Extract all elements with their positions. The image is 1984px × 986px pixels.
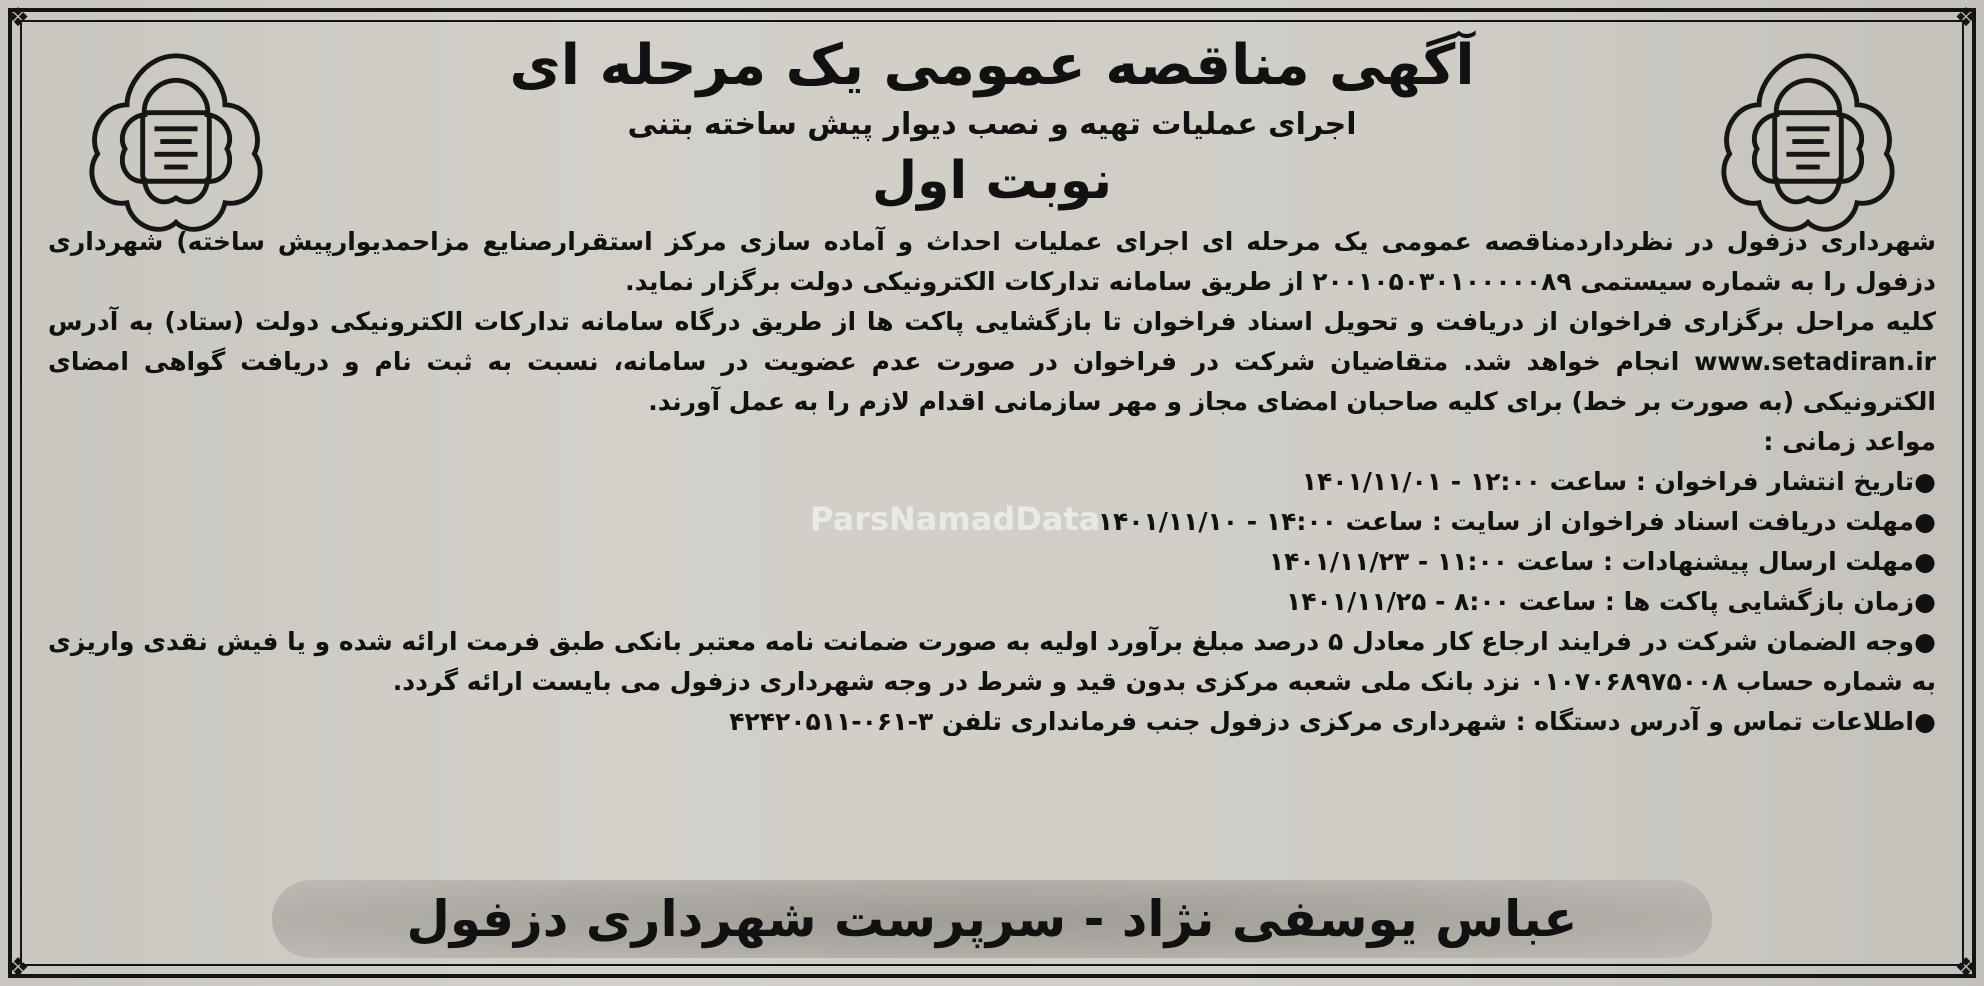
notice-header [300,30,1684,214]
corner-ornament-icon: ❖ [1954,953,1978,983]
schedule-heading: مواعد زمانی : [1763,427,1936,456]
procedure-paragraph [48,302,1936,422]
rose-emblem-icon [1710,46,1906,242]
notice-round: نوبت اول [871,151,1113,211]
corner-ornament-icon: ❖ [6,953,30,983]
schedule-list [48,462,1936,622]
schedule-item: ●تاریخ انتشار فراخوان : ساعت ۱۲:۰۰ - ۱۴۰۱/۱۱/۰۱ [48,462,1936,502]
corner-ornament-icon: ❖ [1954,3,1978,33]
notice-body [48,222,1936,742]
bullet-icon: ● [1914,547,1936,576]
intro-paragraph: شهرداری دزفول در نظرداردمناقصه عمومی یک مرحله ای اجرای عملیات احداث و آماده سازی مرکز استقرارصنایع مزاحمدیوارپیش ساخته) شهرداری دزفول را به شماره سیستمی ۲۰۰۱۰۵۰۳۰۱۰۰۰۰۰۸۹ از طریق سامانه تدارکات الکترونیکی دولت برگزار نماید. [48,227,1936,296]
signature-line: عباس یوسفی نژاد - سرپرست شهرداری دزفول [406,890,1578,948]
notice-subtitle: اجرای عملیات تهیه و نصب دیوار پیش ساخته بتنی [627,107,1357,142]
procedure-text-part2: انجام خواهد شد. متقاضیان شرکت در فراخوان در صورت عدم عضویت در سامانه، نسبت به ثبت نام و دریافت گواهی امضای الکترونیکی (به صورت بر خط) برای کلیه صاحبان امضای مجاز و مهر سازمانی اقدام لازم را به عمل آورند. [48,347,1936,416]
contact-paragraph: ●اطلاعات تماس و آدرس دستگاه : شهرداری مرکزی دزفول جنب فرمانداری تلفن ۳-۰۶۱-۴۲۴۲۰۵۱۱ [48,702,1936,742]
corner-ornament-icon: ❖ [6,3,30,33]
rose-emblem-icon [78,46,274,242]
watermark: ParsNamadData [810,500,1101,538]
schedule-item: ●زمان بازگشایی پاکت ها : ساعت ۸:۰۰ - ۱۴۰۱/۱۱/۲۵ [48,582,1936,622]
notice-title: آگهی مناقصه عمومی یک مرحله ای [509,33,1475,98]
schedule-item: ●مهلت دریافت اسناد فراخوان از سایت : ساعت ۱۴:۰۰ - ۱۴۰۱/۱۱/۱۰ [48,502,1936,542]
website-link[interactable]: www.setadiran.ir [1694,347,1936,376]
schedule-item: ●مهلت ارسال پیشنهادات : ساعت ۱۱:۰۰ - ۱۴۰۱/۱۱/۲۳ [48,542,1936,582]
bullet-icon: ● [1914,467,1936,496]
procedure-text-part1: کلیه مراحل برگزاری فراخوان از دریافت و تحویل اسناد فراخوان تا بازگشایی پاکت ها از طریق درگاه سامانه تدارکات الکترونیکی دولت (ستاد) به آدرس [48,307,1936,336]
bullet-icon: ● [1914,507,1936,536]
bullet-icon: ● [1914,587,1936,616]
guarantee-paragraph: ●وجه الضمان شرکت در فرایند ارجاع کار معادل ۵ درصد مبلغ برآورد اولیه به صورت ضمانت نامه معتبر بانکی طبق فرمت ارائه شده و یا فیش نقدی واریزی به شماره حساب ۰۱۰۷۰۶۸۹۷۵۰۰۸ نزد بانک ملی شعبه مرکزی بدون قید و شرط در وجه شهرداری دزفول می بایست ارائه گردد. [48,622,1936,702]
bullet-icon: ● [1914,627,1936,656]
bullet-icon: ● [1914,707,1936,736]
